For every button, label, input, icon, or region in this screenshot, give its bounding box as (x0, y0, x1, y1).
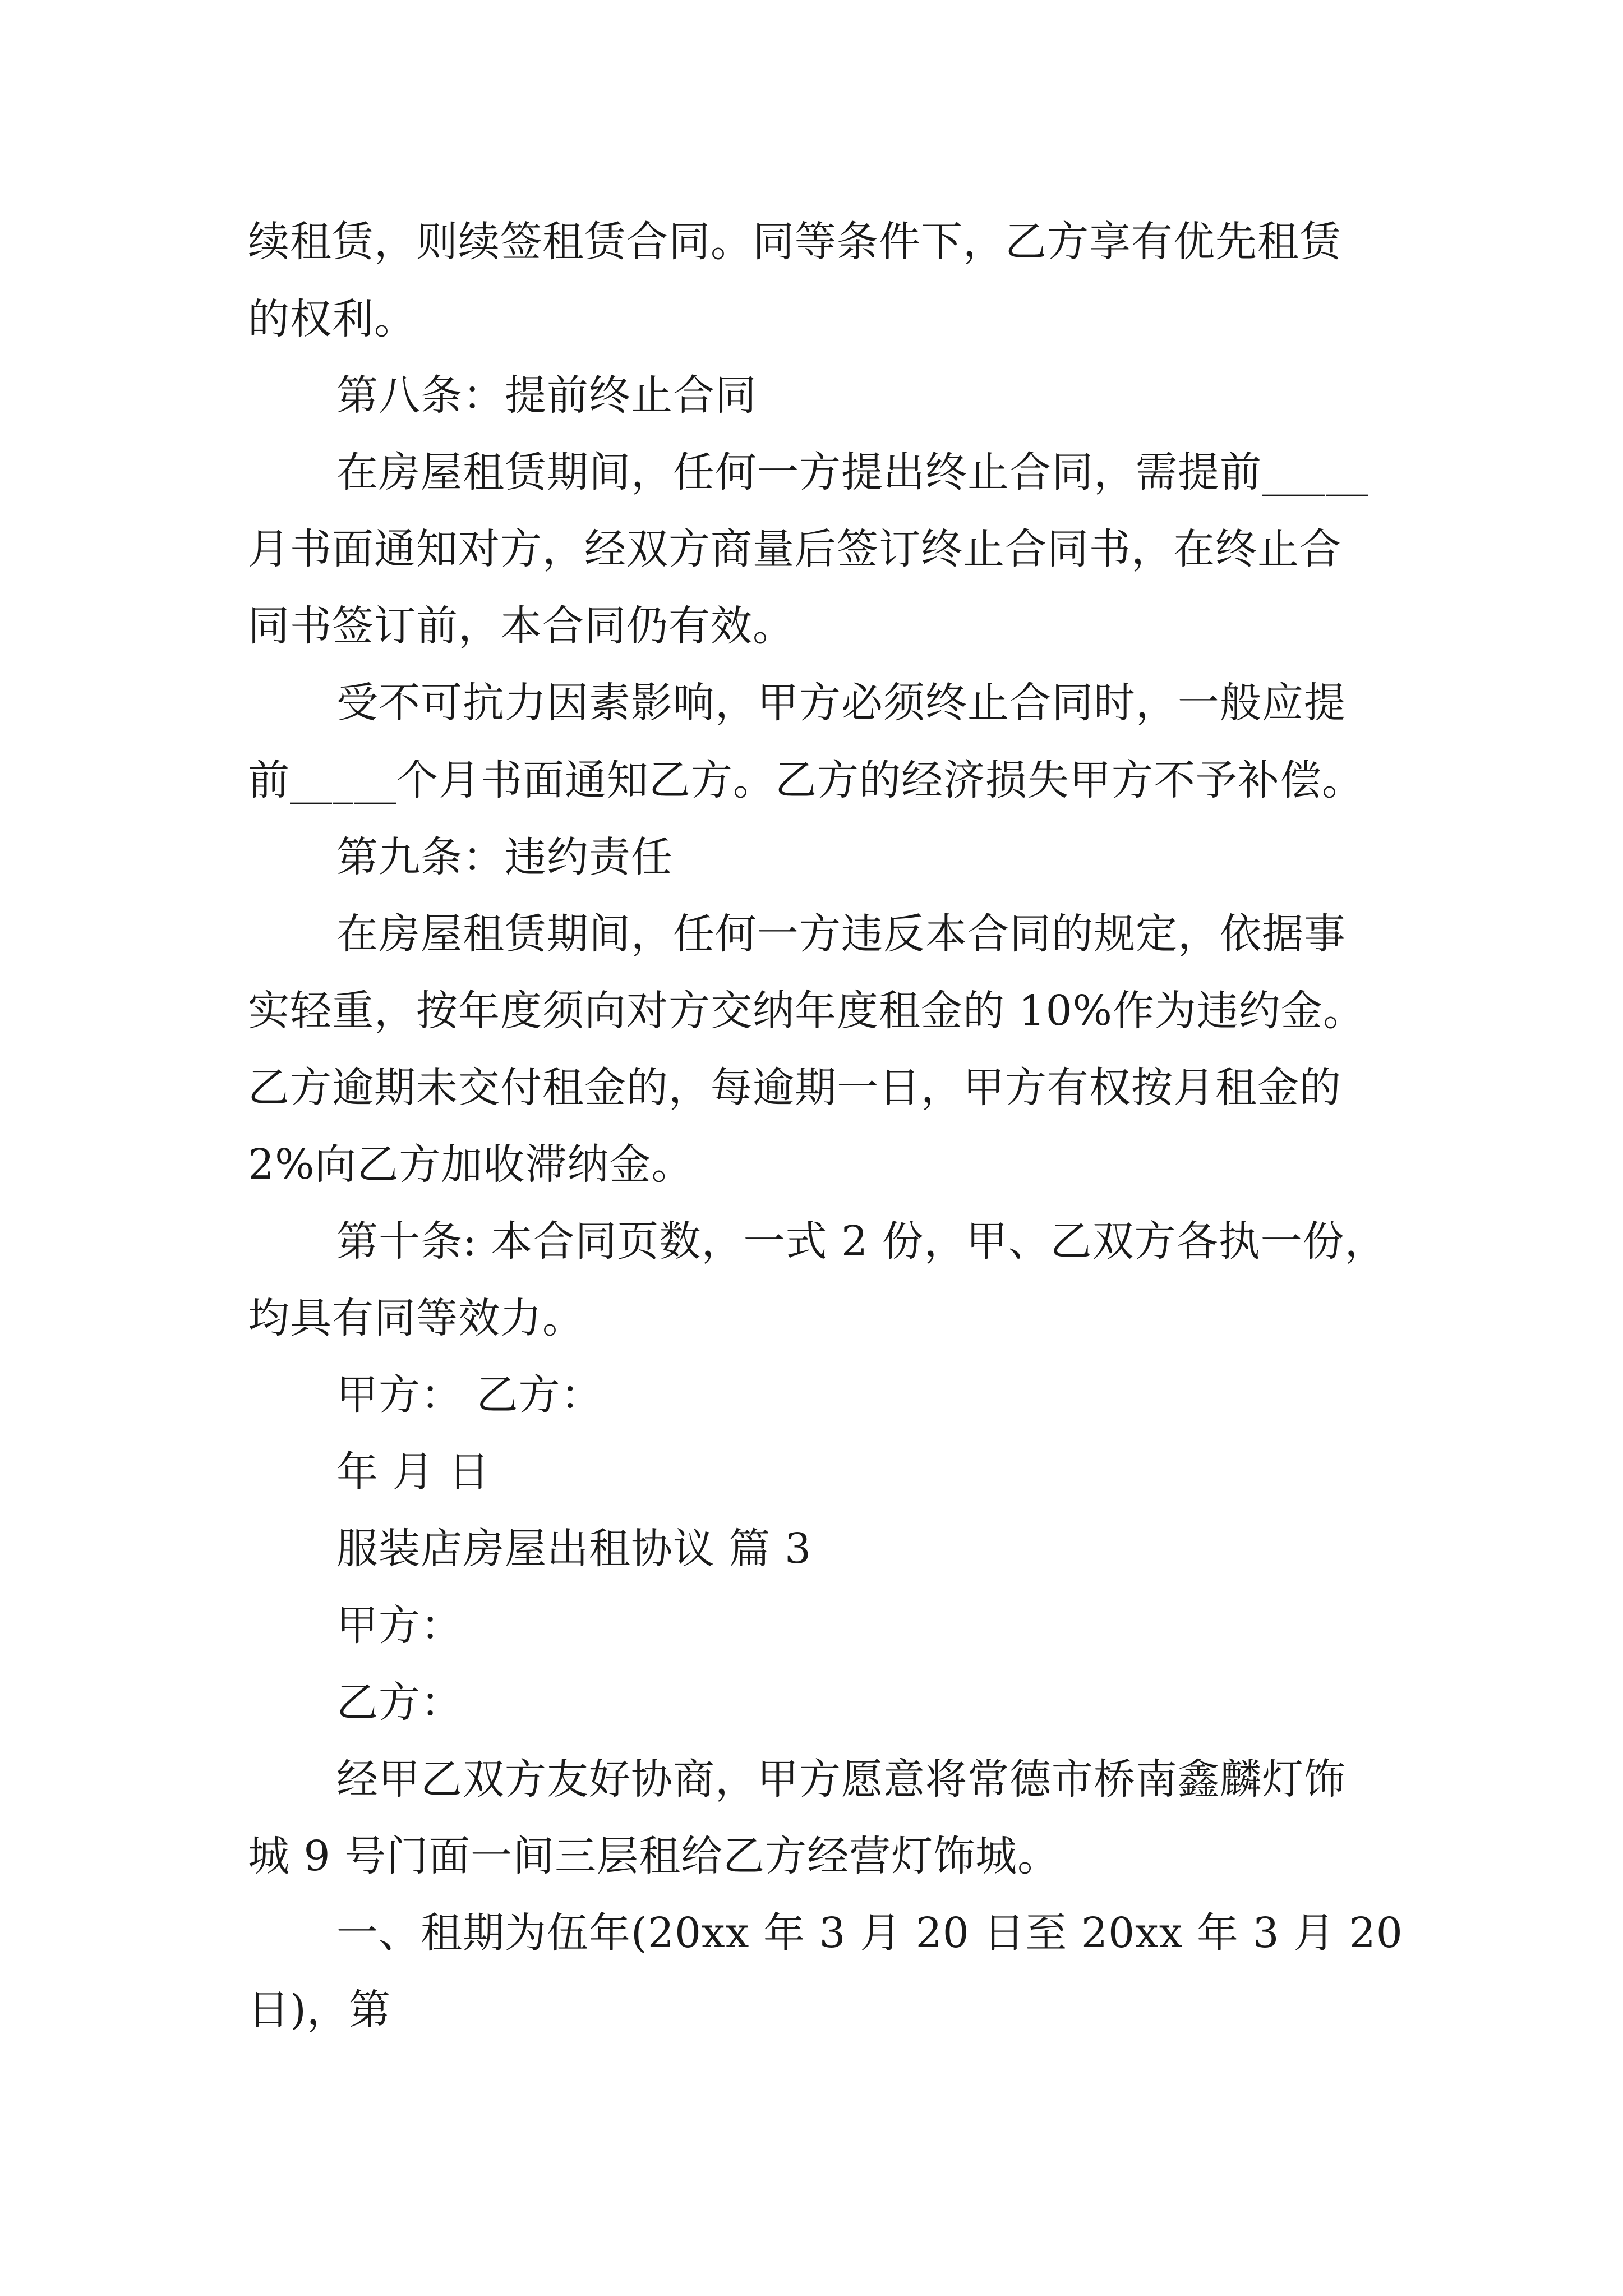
text-line: 受不可抗力因素影响，甲方必须终止合同时，一般应提 (336, 679, 1346, 727)
text-line: 在房屋租赁期间，任何一方提出终止合同，需提前_____ (336, 448, 1368, 496)
text-line: 续租赁，则续签租赁合同。同等条件下，乙方享有优先租赁 (248, 218, 1341, 266)
text-line: 在房屋租赁期间，任何一方违反本合同的规定，依据事 (336, 910, 1346, 958)
text-line: 前_____个月书面通知乙方。乙方的经济损失甲方不予补偿。 (248, 756, 1364, 804)
document-title: 服装店房屋出租协议 篇 3 (336, 1525, 812, 1573)
party-b-line: 乙方： (336, 1678, 463, 1727)
text-line: 一、租期为伍年(20xx 年 3 月 20 日至 20xx 年 3 月 20 (336, 1909, 1403, 1957)
text-line: 城 9 号门面一间三层租给乙方经营灯饰城。 (248, 1832, 1060, 1880)
date-line: 年 月 日 (336, 1448, 491, 1496)
text-line: 实轻重，按年度须向对方交纳年度租金的 10%作为违约金。 (248, 987, 1365, 1035)
section-heading: 第九条：违约责任 (336, 833, 673, 881)
section-heading: 第八条：提前终止合同 (336, 371, 757, 420)
party-a-line: 甲方： (336, 1602, 463, 1650)
text-line: 均具有同等效力。 (248, 1294, 584, 1342)
text-line: 同书签订前，本合同仍有效。 (248, 602, 795, 650)
text-line: 日)，第 (248, 1986, 391, 2034)
text-line: 经甲乙双方友好协商，甲方愿意将常德市桥南鑫麟灯饰 (336, 1755, 1346, 1803)
text-line: 第十条: 本合同页数，一式 2 份，甲、乙双方各执一份， (336, 1217, 1387, 1266)
text-line: 的权利。 (248, 295, 416, 343)
text-line: 乙方逾期未交付租金的，每逾期一日，甲方有权按月租金的 (248, 1064, 1341, 1112)
text-line: 2%向乙方加收滞纳金。 (248, 1140, 694, 1189)
text-line: 月书面通知对方，经双方商量后签订终止合同书，在终止合 (248, 525, 1341, 573)
signature-line: 甲方： 乙方： (336, 1371, 603, 1419)
